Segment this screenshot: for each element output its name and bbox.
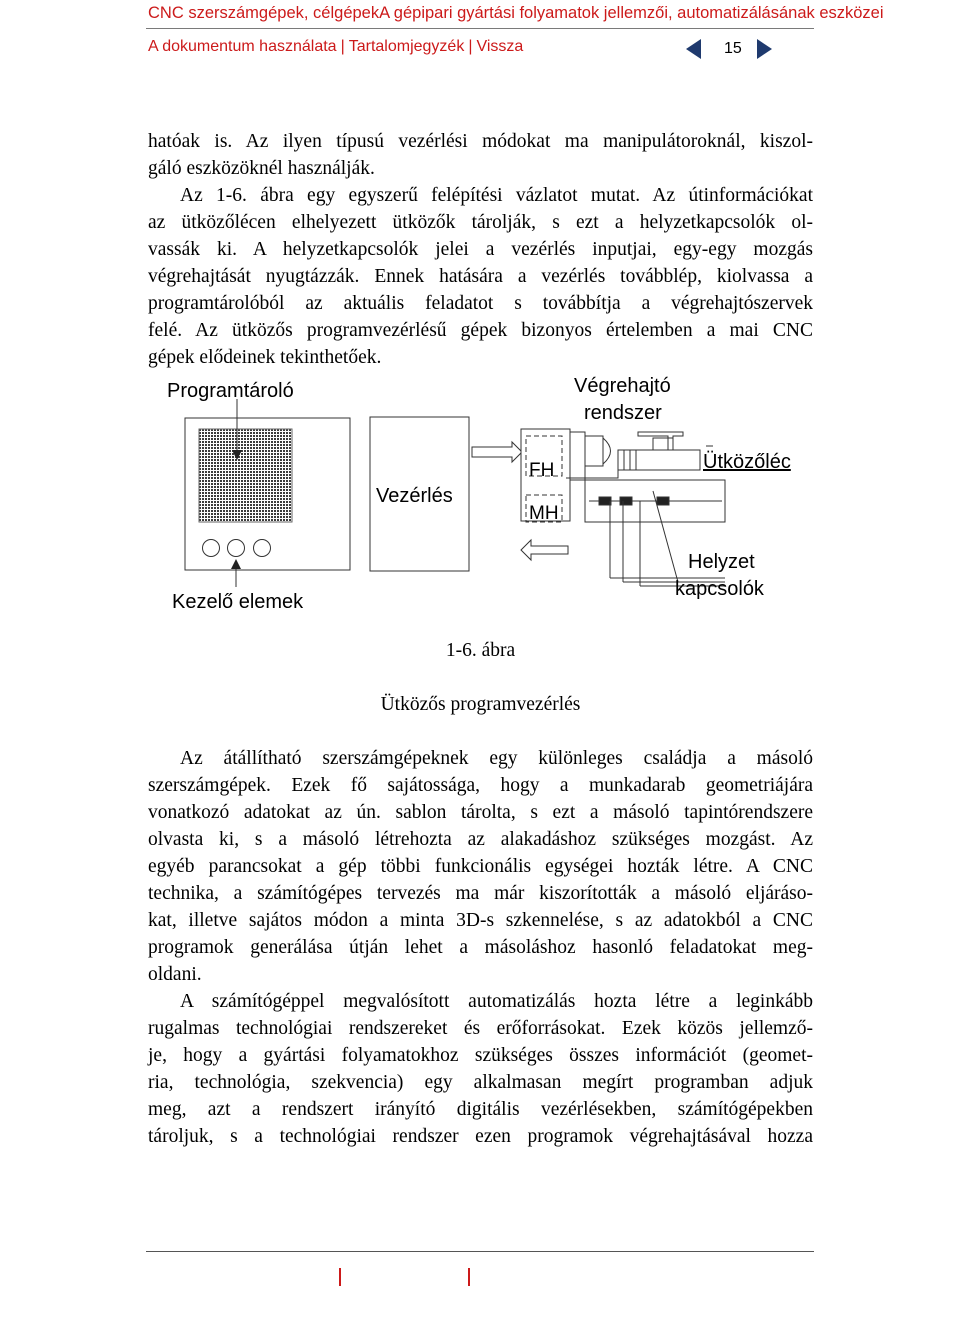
text-line: olvasta ki, s a másoló létrehozta az alakadáshoz szükséges mozgást. Az xyxy=(148,829,813,850)
text-line: tároljuk, s a technológiai rendszer ezen programok végrehajtásával hozza xyxy=(148,1126,813,1147)
nav-separator: | xyxy=(468,38,473,55)
text-line: je, hogy a gyártási folyamatokhoz szükséges összes információt (geomet- xyxy=(148,1045,813,1066)
page-number: 15 xyxy=(724,40,742,57)
text-line: gépek elődeinek tekinthetőek. xyxy=(148,347,382,368)
label-executor-1: Végrehajtó xyxy=(574,375,671,397)
nav-usage-link[interactable]: A dokumentum használata xyxy=(148,38,337,55)
text-line: A számítógéppel megvalósított automatizálás hozta létre a leginkább xyxy=(180,991,813,1012)
text-line: végrehajtását nyugtázzák. Ennek hatására a vezérlés továbblép, kiolvassa a xyxy=(148,266,813,287)
text-line: egyéb parancsokat a gép többi funkcionális egységei hozták létre. A CNC xyxy=(148,856,813,877)
paragraph-2 xyxy=(148,182,813,371)
figure-title: Ütközős programvezérlés xyxy=(380,694,581,715)
text-line: felé. Az ütközős programvezérlésű gépek bizonyos értelemben a mai CNC xyxy=(148,320,813,341)
text-line: az ütközőlécen elhelyezett ütközők tárolják, s ezt a helyzetkapcsolók ol- xyxy=(148,212,813,233)
nav-toc-link[interactable]: Tartalomjegyzék xyxy=(348,38,465,55)
label-stop-bar: Ütközőléc xyxy=(703,451,791,473)
text-line: kat, illetve sajátos módon a minta 3D-s szkennelése, s az adatokból a CNC xyxy=(148,910,813,931)
control-knob-icon xyxy=(228,540,245,557)
text-line: Az 1-6. ábra egy egyszerű felépítési vázlatot mutat. Az útinformációkat xyxy=(180,185,813,206)
text-line: oldani. xyxy=(148,964,202,985)
text-line: vassák ki. A helyzetkapcsolók jelei a vezérlés inputjai, egy-egy mozgás xyxy=(148,239,813,260)
paragraph-3 xyxy=(148,745,813,988)
section-title: A gépipari gyártási folyamatok jellemzői, automatizálásának eszközei xyxy=(379,4,884,22)
label-controller: Vezérlés xyxy=(376,485,453,507)
label-mh: MH xyxy=(529,503,559,524)
text-line: programtárolóból az aktuális feladatot s továbbítja a végrehajtószervek xyxy=(148,293,813,314)
text-line: programok generálása útján lehet a másoláshoz hasonló feladatokat meg- xyxy=(148,937,813,958)
footer-rule xyxy=(146,1251,814,1252)
label-program-storage: Programtároló xyxy=(167,380,294,402)
paragraph-4 xyxy=(148,988,813,1150)
text-line: gáló eszközöknél használják. xyxy=(148,158,375,179)
figure-number: 1-6. ábra xyxy=(445,640,516,661)
document-title xyxy=(148,4,884,23)
text-line: technika, a számítógépes tervezés ma már kiszorították a másoló eljáráso- xyxy=(148,883,813,904)
text-line: meg, azt a rendszert irányító digitális vezérlésekben, számítógépekben xyxy=(148,1099,813,1120)
figure-diagram xyxy=(160,372,820,622)
footer-separator xyxy=(468,1268,470,1286)
label-switch-2: kapcsolók xyxy=(675,578,764,600)
text-line: ria, technológia, szekvencia) egy alkalmasan megírt programban adjuk xyxy=(148,1072,813,1093)
text-line: szerszámgépek. Ezek fő sajátossága, hogy a munkadarab geometriájára xyxy=(148,775,813,796)
nav-separator: | xyxy=(340,38,345,55)
document-nav xyxy=(148,38,523,56)
program-storage-matrix xyxy=(199,429,292,522)
text-line: vonatkozó adatokat az ún. sablon tárolta, s ezt a másoló tapintórendszere xyxy=(148,802,813,823)
control-knob-icon xyxy=(254,540,271,557)
footer-separator xyxy=(339,1268,341,1286)
label-switch-1: Helyzet xyxy=(688,551,755,573)
chapter-title: CNC szerszámgépek, célgépek xyxy=(148,4,380,22)
label-operator-controls: Kezelő elemek xyxy=(172,591,304,613)
label-executor-2: rendszer xyxy=(584,402,662,424)
paragraph-1 xyxy=(148,128,813,182)
text-line: Az átállítható szerszámgépeknek egy különleges családja a másoló xyxy=(180,748,813,769)
text-line: hatóak is. Az ilyen típusú vezérlési módokat ma manipulátoroknál, kiszol- xyxy=(148,131,813,152)
control-knob-icon xyxy=(203,540,220,557)
pager xyxy=(686,36,772,62)
prev-page-arrow-icon[interactable] xyxy=(686,39,701,59)
header-rule xyxy=(146,28,814,29)
next-page-arrow-icon[interactable] xyxy=(757,39,772,59)
label-fh: FH xyxy=(529,460,555,481)
text-line: rugalmas technológiai rendszereket és erőforrásokat. Ezek közös jellemző- xyxy=(148,1018,813,1039)
nav-back-link[interactable]: Vissza xyxy=(476,38,524,55)
